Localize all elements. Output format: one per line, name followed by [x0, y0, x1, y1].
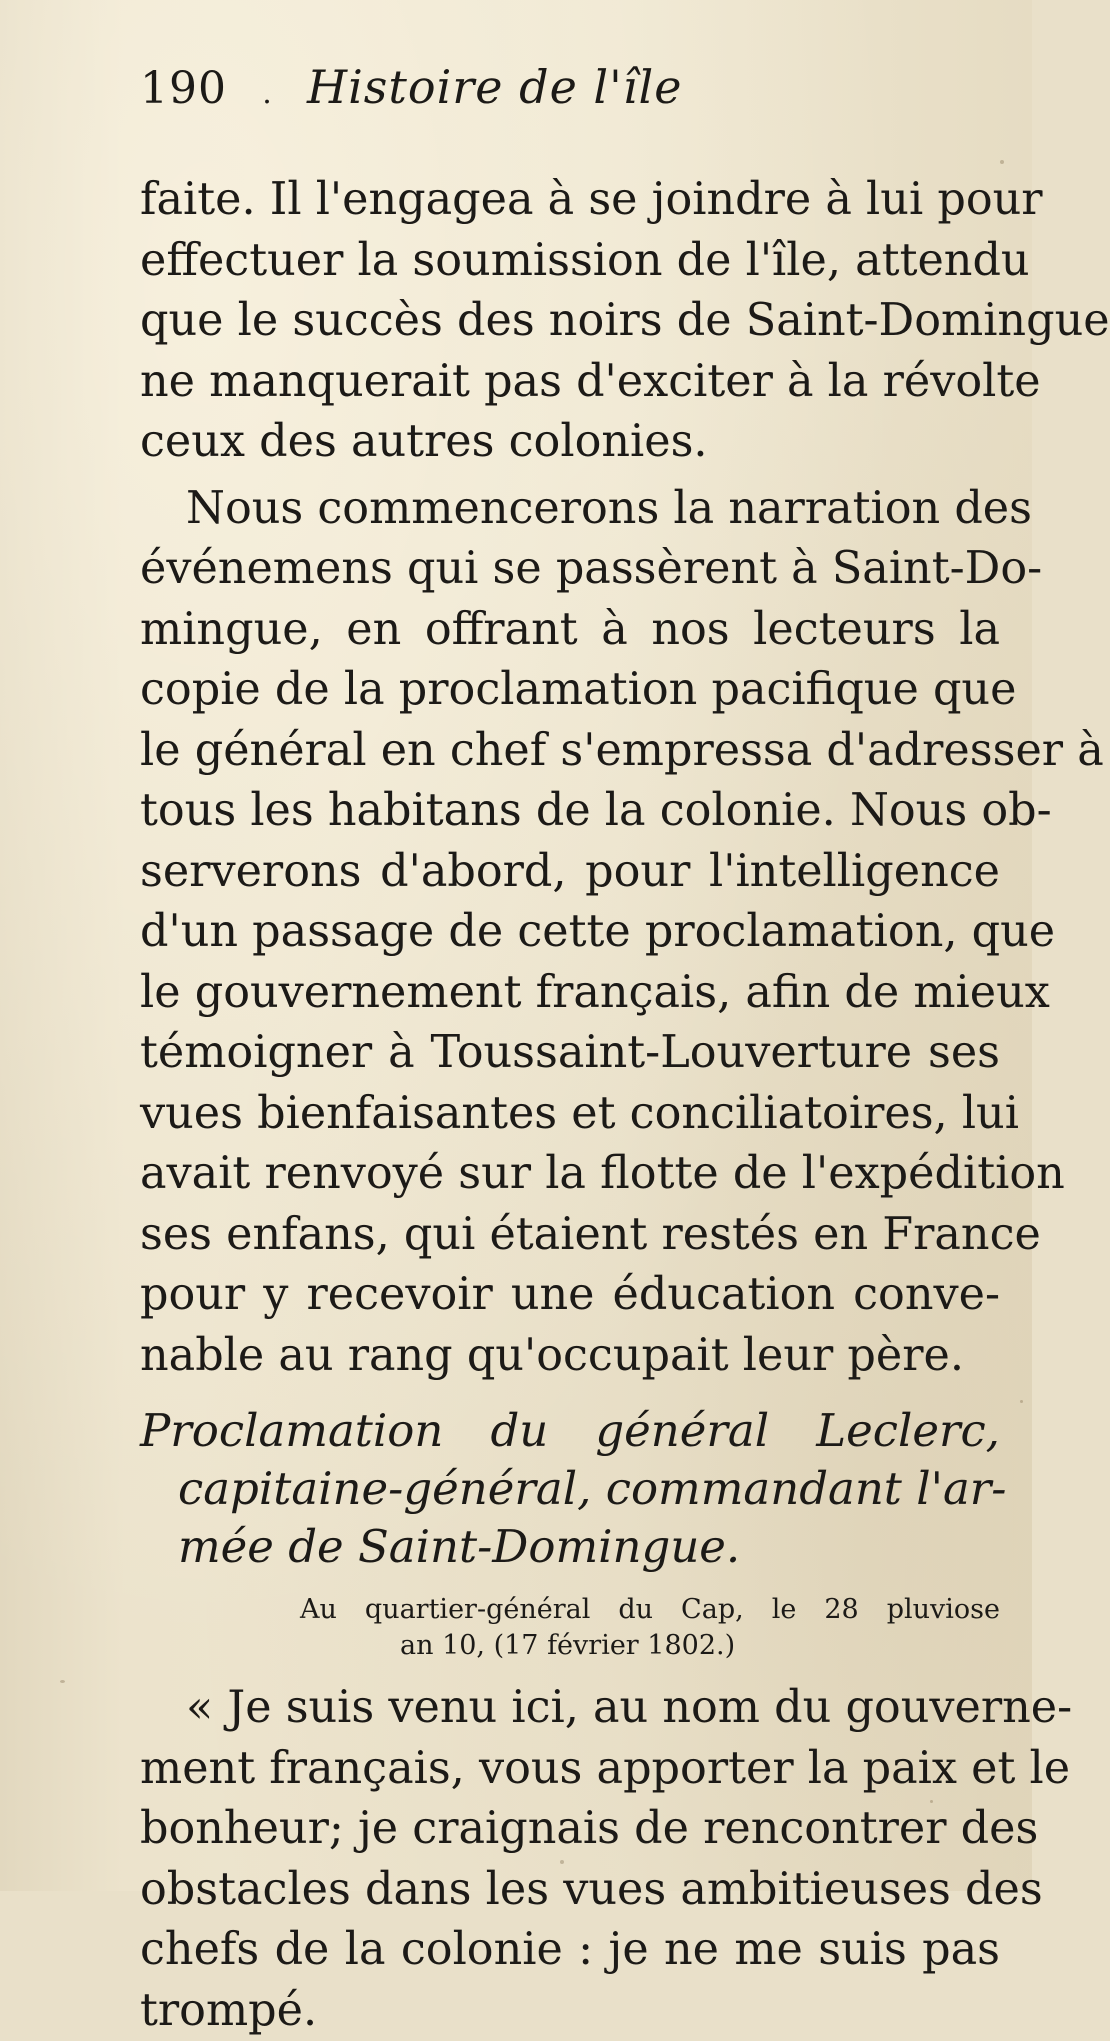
- text-block: [140, 60, 1000, 2041]
- text-line: bonheur; je craignais de rencontrer des: [140, 1799, 1000, 1860]
- dateline-line: an 10, (17 février 1802.): [300, 1628, 1000, 1664]
- text-line: mingue, en offrant à nos lecteurs la: [140, 600, 1000, 661]
- running-head: [140, 60, 1000, 170]
- text-line: ses enfans, qui étaient restés en France: [140, 1205, 1000, 1266]
- running-head-separator: .: [227, 76, 307, 111]
- text-line: témoigner à Toussaint-Louverture ses: [140, 1023, 1000, 1084]
- heading-line: capitaine-général, commandant l'ar-: [140, 1460, 1000, 1518]
- paper-speck: [1000, 160, 1004, 164]
- text-line: d'un passage de cette proclamation, que: [140, 902, 1000, 963]
- text-line: avait renvoyé sur la flotte de l'expédition: [140, 1144, 1000, 1205]
- text-line: Nous commencerons la narration des: [140, 479, 1000, 540]
- heading-line: Proclamation du général Leclerc,: [140, 1402, 1000, 1460]
- text-line: « Je suis venu ici, au nom du gouverne-: [140, 1678, 1000, 1739]
- text-line: tous les habitans de la colonie. Nous ob-: [140, 781, 1000, 842]
- text-line: que le succès des noirs de Saint-Domingue: [140, 291, 1000, 352]
- text-line: le gouvernement français, afin de mieux: [140, 963, 1000, 1024]
- text-line: faite. Il l'engagea à se joindre à lui pour: [140, 170, 1000, 231]
- text-line: ceux des autres colonies.: [140, 412, 1000, 473]
- text-line: événemens qui se passèrent à Saint-Do-: [140, 539, 1000, 600]
- text-line: ment français, vous apporter la paix et le: [140, 1739, 1000, 1800]
- running-title: Histoire de l'île: [307, 60, 682, 114]
- text-line: ne manquerait pas d'exciter à la révolte: [140, 352, 1000, 413]
- paragraph-narration: [140, 479, 1000, 1387]
- proclamation-text: [140, 1678, 1000, 2041]
- text-line: vues bienfaisantes et conciliatoires, lui: [140, 1084, 1000, 1145]
- text-line: chefs de la colonie : je ne me suis pas: [140, 1920, 1000, 1981]
- text-line: pour y recevoir une éducation conve-: [140, 1265, 1000, 1326]
- proclamation-heading: [140, 1402, 1000, 1576]
- paper-speck: [60, 1680, 65, 1683]
- dateline-line: Au quartier-général du Cap, le 28 pluviose: [300, 1592, 1000, 1628]
- text-line: le général en chef s'empressa d'adresser à: [140, 721, 1000, 782]
- text-line: obstacles dans les vues ambitieuses des: [140, 1860, 1000, 1921]
- text-line: copie de la proclamation pacifique que: [140, 660, 1000, 721]
- paper-speck: [1020, 1400, 1023, 1403]
- text-line: serverons d'abord, pour l'intelligence: [140, 842, 1000, 903]
- text-line: nable au rang qu'occupait leur père.: [140, 1326, 1000, 1387]
- heading-line: mée de Saint-Domingue.: [140, 1518, 1000, 1576]
- page-number: 190: [140, 63, 227, 114]
- dateline: [140, 1592, 1000, 1664]
- paragraph-continued: [140, 170, 1000, 473]
- text-line: trompé.: [140, 1981, 1000, 2041]
- text-line: effectuer la soumission de l'île, attendu: [140, 231, 1000, 292]
